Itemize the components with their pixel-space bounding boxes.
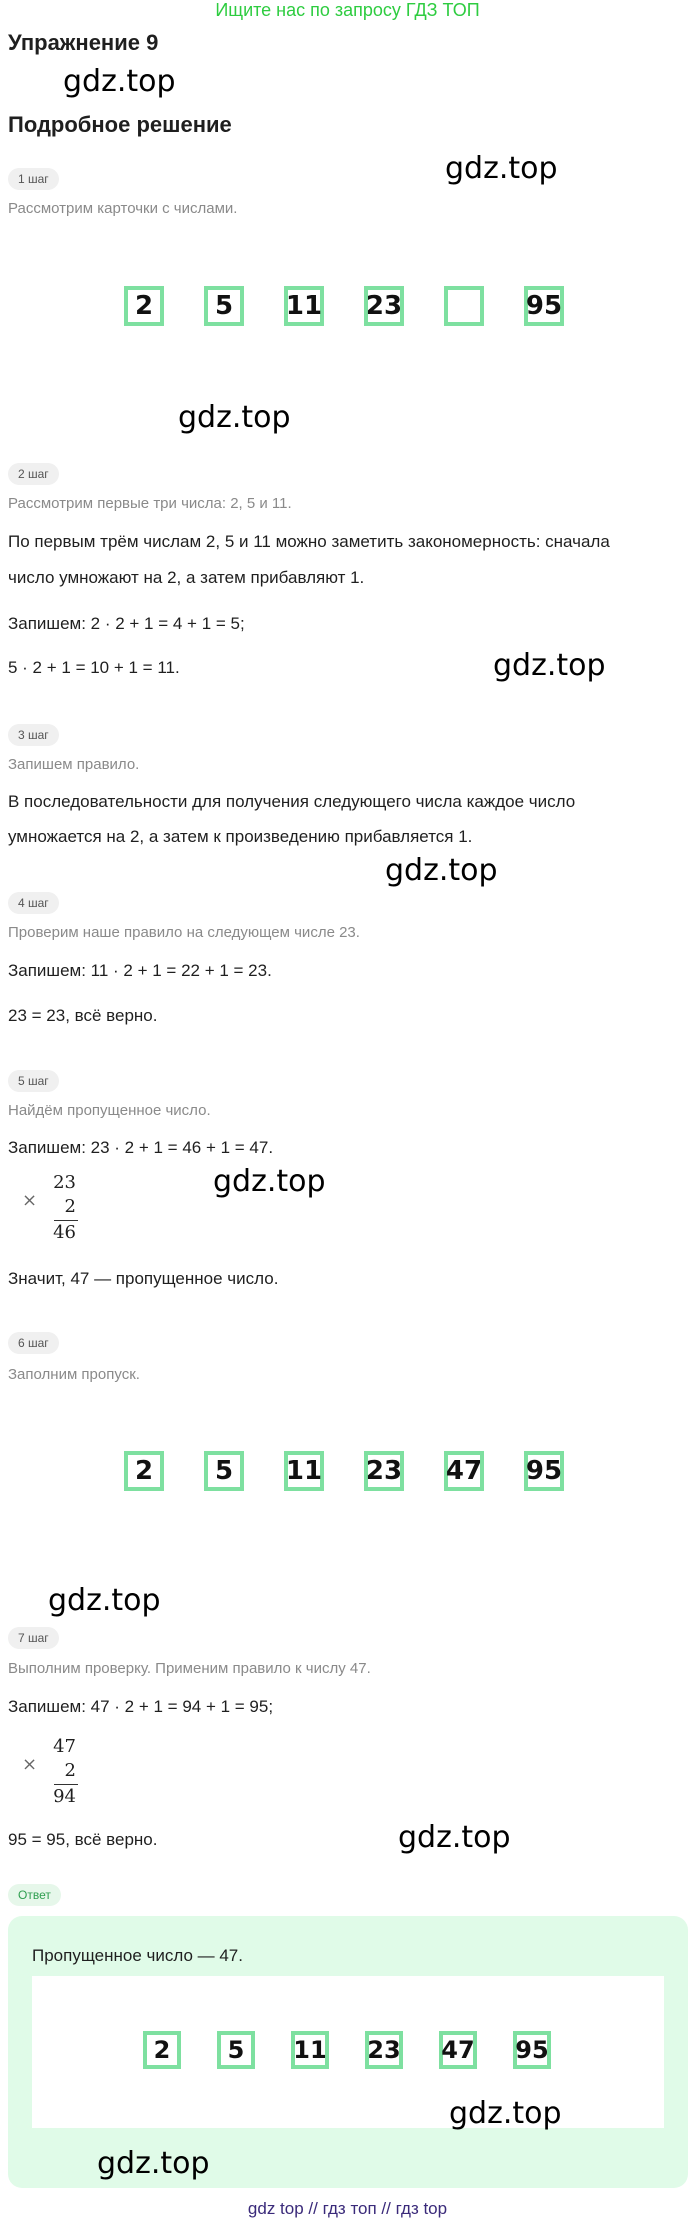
step-6-chip: 6 шаг (8, 1332, 59, 1354)
multiplicand: 23 (53, 1172, 76, 1193)
number-card: 95 (513, 2031, 551, 2069)
step-4-equation: Запишем: 11 · 2 + 1 = 22 + 1 = 23. (8, 961, 272, 980)
sum-line (54, 1220, 78, 1221)
number-card: 47 (444, 1451, 484, 1491)
page-title: Упражнение 9 (8, 30, 159, 55)
section-title: Подробное решение (8, 112, 232, 137)
step-6-intro: Заполним пропуск. (8, 1366, 140, 1383)
step-5-text: Значит, 47 — пропущенное число. (8, 1269, 279, 1288)
number-card: 11 (291, 2031, 329, 2069)
number-card: 23 (364, 1451, 404, 1491)
watermark: gdz.top (398, 1820, 511, 1855)
step-7-chip: 7 шаг (8, 1627, 59, 1649)
watermark: gdz.top (385, 853, 498, 888)
step-5-equation: Запишем: 23 · 2 + 1 = 46 + 1 = 47. (8, 1138, 274, 1157)
product: 94 (53, 1786, 76, 1807)
number-card: 23 (364, 286, 404, 326)
step-2-equation: Запишем: 2 · 2 + 1 = 4 + 1 = 5; (8, 614, 245, 633)
product: 46 (53, 1222, 76, 1243)
number-card: 2 (143, 2031, 181, 2069)
multiplicand: 47 (53, 1736, 76, 1757)
number-card: 11 (284, 1451, 324, 1491)
answer-cards-panel (32, 1976, 664, 2128)
sum-line (54, 1784, 78, 1785)
number-card: 2 (124, 286, 164, 326)
column-multiplication (22, 1172, 92, 1252)
number-card: 95 (524, 1451, 564, 1491)
step-7-equation: Запишем: 47 · 2 + 1 = 94 + 1 = 95; (8, 1697, 274, 1716)
watermark: gdz.top (213, 1164, 326, 1199)
watermark: gdz.top (449, 2096, 562, 2131)
step-4-intro: Проверим наше правило на следующем числе 23. (8, 924, 360, 941)
multiplier: 2 (64, 1196, 76, 1217)
number-card: 5 (204, 286, 244, 326)
answer-chip: Ответ (8, 1884, 61, 1906)
multiply-sign: × (22, 1190, 38, 1211)
step-2-equation: 5 · 2 + 1 = 10 + 1 = 11. (8, 658, 180, 677)
step-2-chip: 2 шаг (8, 463, 59, 485)
watermark: gdz.top (445, 151, 558, 186)
top-banner[interactable]: Ищите нас по запросу ГДЗ ТОП (215, 0, 480, 20)
number-card: 95 (524, 286, 564, 326)
number-card: 47 (439, 2031, 477, 2069)
watermark: gdz.top (63, 64, 176, 99)
step-3-intro: Запишем правило. (8, 756, 140, 773)
multiply-sign: × (22, 1754, 38, 1775)
step-5-intro: Найдём пропущенное число. (8, 1102, 211, 1119)
step-3-text: В последовательности для получения следующего числа каждое число (8, 792, 576, 811)
step-4-text: 23 = 23, всё верно. (8, 1006, 158, 1025)
footer-links[interactable]: gdz top // гдз топ // гдз top (247, 2199, 448, 2218)
empty-number-card (444, 286, 484, 326)
number-card: 5 (204, 1451, 244, 1491)
number-card: 11 (284, 286, 324, 326)
multiplier: 2 (64, 1760, 76, 1781)
step-2-text: По первым трём числам 2, 5 и 11 можно заметить закономерность: сначала (8, 532, 610, 551)
watermark: gdz.top (493, 648, 606, 683)
answer-text: Пропущенное число — 47. (32, 1946, 243, 1965)
step-1-chip: 1 шаг (8, 168, 59, 190)
watermark: gdz.top (178, 400, 291, 435)
step-2-text: число умножают на 2, а затем прибавляют 1. (8, 568, 365, 587)
number-card: 2 (124, 1451, 164, 1491)
watermark: gdz.top (48, 1583, 161, 1618)
step-3-text: умножается на 2, а затем к произведению прибавляется 1. (8, 827, 473, 846)
column-multiplication (22, 1736, 92, 1816)
step-4-chip: 4 шаг (8, 892, 59, 914)
watermark: gdz.top (97, 2146, 210, 2181)
step-3-chip: 3 шаг (8, 724, 59, 746)
step-7-intro: Выполним проверку. Применим правило к числу 47. (8, 1660, 371, 1677)
number-card: 23 (365, 2031, 403, 2069)
step-1-intro: Рассмотрим карточки с числами. (8, 200, 238, 217)
step-2-intro: Рассмотрим первые три числа: 2, 5 и 11. (8, 495, 292, 512)
step-7-text: 95 = 95, всё верно. (8, 1830, 158, 1849)
number-card: 5 (217, 2031, 255, 2069)
step-5-chip: 5 шаг (8, 1070, 59, 1092)
